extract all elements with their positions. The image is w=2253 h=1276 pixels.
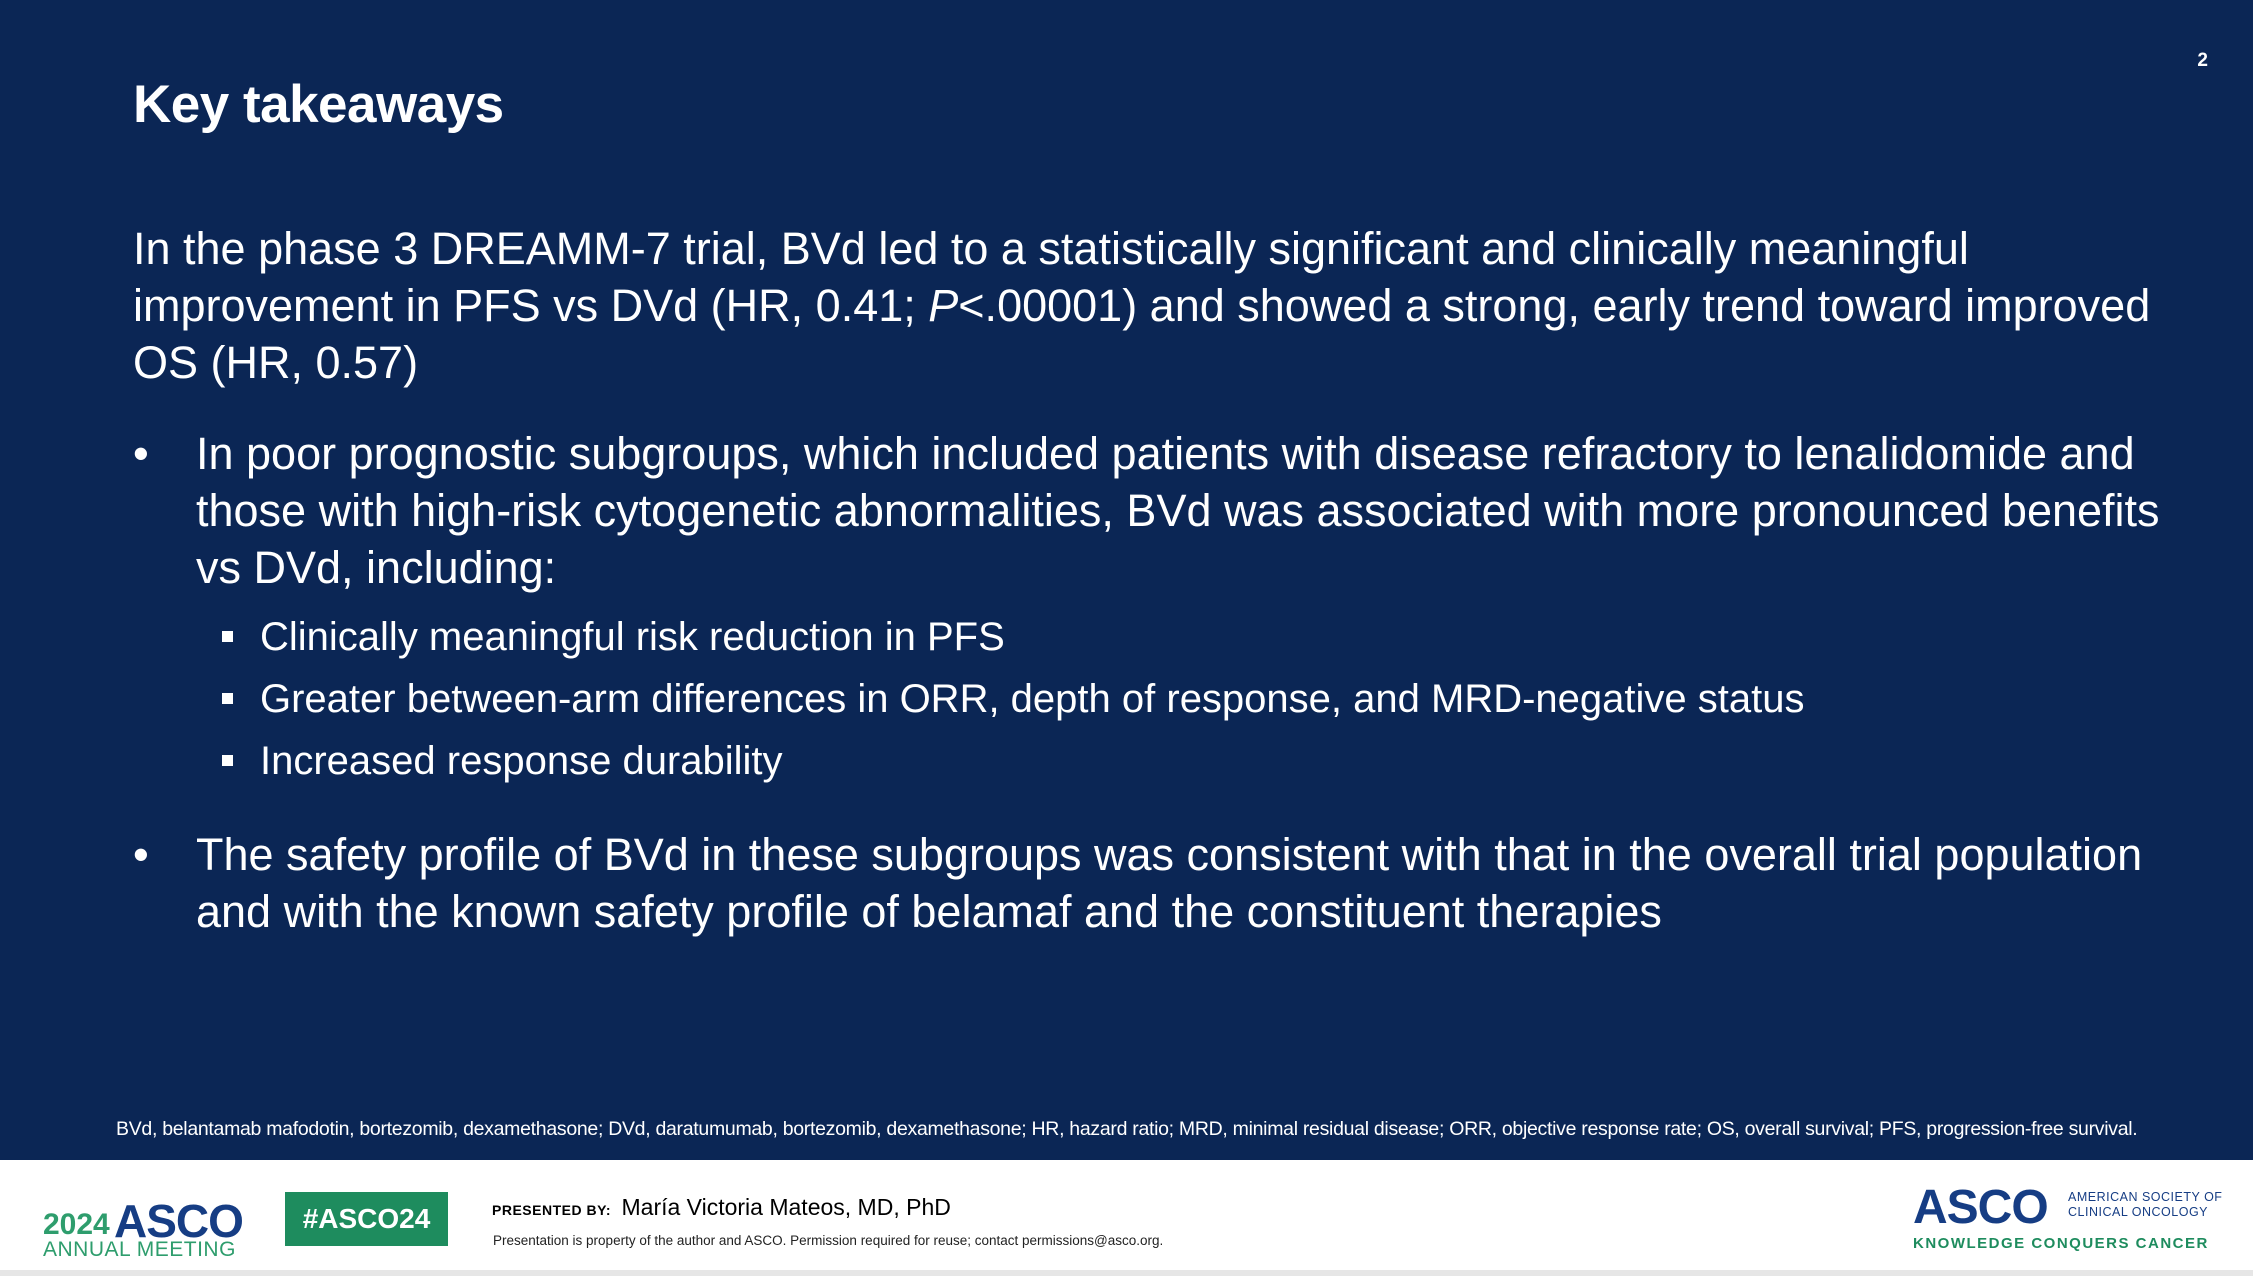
bullet-text: The safety profile of BVd in these subgroups was consistent with that in the overall trial population and with the known safety profile of belamaf and the constituent therapies: [196, 829, 2143, 937]
square-bullet-icon: [222, 631, 233, 642]
presenter-name: María Victoria Mateos, MD, PhD: [621, 1194, 951, 1220]
abbreviations-footnote: BVd, belantamab mafodotin, bortezomib, dexamethasone; DVd, daratumumab, bortezomib, dexamethasone; HR, hazard ratio; MRD, minimal residual disease; ORR, objective response rate; OS, overall survival; PFS, progression-free survival.: [116, 1118, 2138, 1140]
presented-by-label: PRESENTED BY:: [492, 1202, 612, 1218]
logo-brand: ASCO: [1913, 1181, 2048, 1234]
subbullet-text: Greater between-arm differences in ORR, depth of response, and MRD-negative status: [260, 677, 1805, 721]
subbullet-text: Increased response durability: [260, 739, 783, 783]
lead-text-part2: <.00001) and showed a strong, early trend toward improved OS (HR, 0.57): [133, 280, 2151, 388]
bullet-dot-icon: •: [133, 829, 149, 880]
subbullet-text: Clinically meaningful risk reduction in PFS: [260, 615, 1005, 659]
slide-title: Key takeaways: [133, 75, 504, 134]
meeting-subtitle: ANNUAL MEETING: [43, 1238, 236, 1261]
lead-text-part1: In the phase 3 DREAMM-7 trial, BVd led to a statistically significant and clinically meaningful improvement in PFS vs DVd (HR, 0.41;: [133, 223, 1969, 331]
lead-paragraph: [133, 220, 2183, 391]
slide-content: [133, 220, 2183, 940]
footer-bar: [0, 1160, 2253, 1276]
meeting-brand: ASCO: [114, 1195, 243, 1247]
bullet-subgroups: [133, 425, 2183, 596]
lead-p-value-label: P: [928, 280, 959, 331]
subbullet-item: [133, 730, 2183, 792]
bullet-text: In poor prognostic subgroups, which included patients with disease refractory to lenalidomide and those with high-risk cytogenetic abnormalities, BVd was associated with more pronounced benefits vs DVd, including:: [196, 428, 2160, 593]
square-bullet-icon: [222, 693, 233, 704]
footer-divider: [0, 1270, 2253, 1276]
presenter-line: [492, 1194, 951, 1221]
bullet-safety: [133, 826, 2183, 940]
asco-annual-meeting-logo: [43, 1188, 243, 1261]
bullet-dot-icon: •: [133, 428, 149, 479]
subbullet-item: [133, 668, 2183, 730]
logo-organization: AMERICAN SOCIETY OF CLINICAL ONCOLOGY: [2068, 1190, 2223, 1219]
subbullet-list: [133, 606, 2183, 792]
square-bullet-icon: [222, 755, 233, 766]
page-number: 2: [2197, 50, 2208, 71]
meeting-year: 2024: [43, 1208, 110, 1241]
logo-tagline: KNOWLEDGE CONQUERS CANCER: [1913, 1235, 2209, 1252]
hashtag-badge: #ASCO24: [285, 1192, 448, 1246]
rights-notice: Presentation is property of the author and ASCO. Permission required for reuse; contact permissions@asco.org.: [493, 1233, 1164, 1248]
subbullet-item: [133, 606, 2183, 668]
asco-society-logo: [1913, 1180, 2223, 1260]
